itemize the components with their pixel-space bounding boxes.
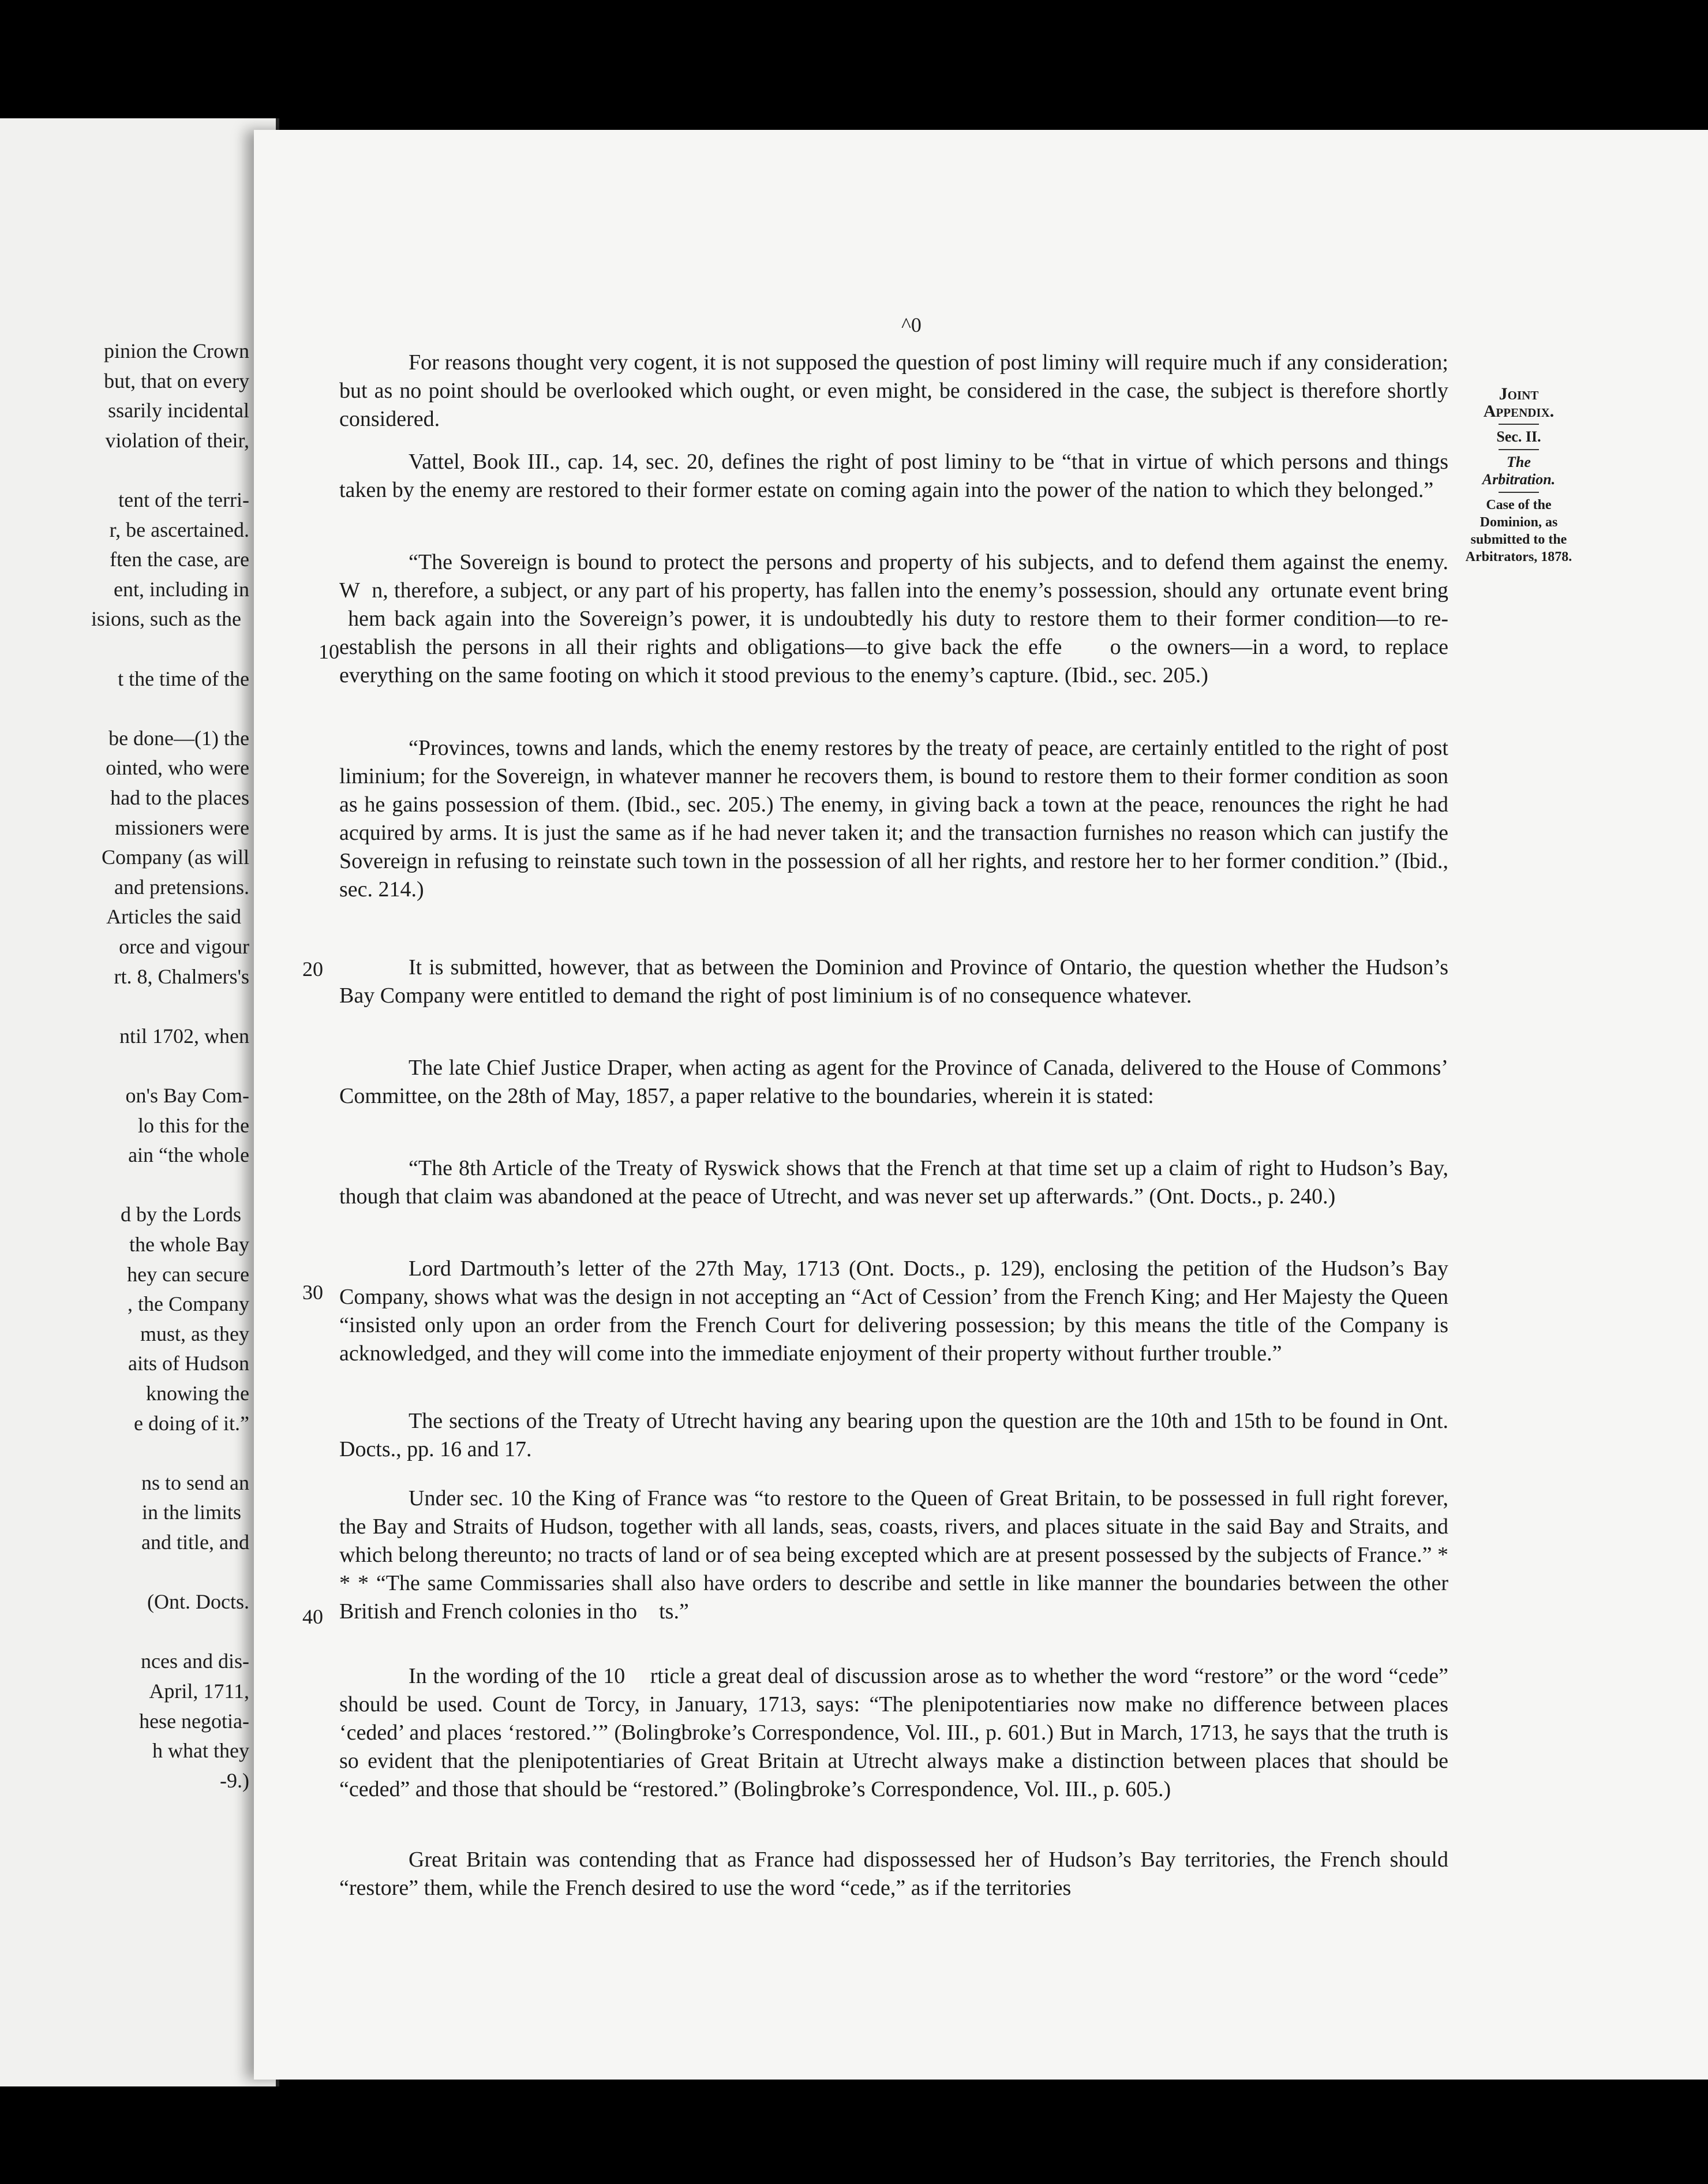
left-page-line-text: ntil 1702, when	[119, 1024, 249, 1048]
left-page-line-text: on's Bay Com-	[125, 1084, 249, 1107]
side-note	[1461, 386, 1576, 566]
paragraph: The sections of the Treaty of Utrecht having any bearing upon the question are the 10th and 15th to be found in Ont. Docts., pp. 16 and 17.	[339, 1409, 1448, 1461]
side-note-arbitration: Arbitration.	[1482, 471, 1556, 488]
paragraph: Under sec. 10 the King of France was “to restore to the Queen of Great Britain, to be possessed in full right forever, the Bay and Straits of Hudson, together with all lands, seas, coasts, rivers, and places situate in the said Bay and Straits, and which belong thereunto; no tracts of land or of sea being excepted which are at present possessed by the subjects of France.” * * * “The same Commissaries shall also have orders to describe and settle in like manner the boundaries between the other British and French colonies in tho ts.”	[339, 1486, 1448, 1624]
quote-paragraph: “The 8th Article of the Treaty of Ryswick shows that the French at that time set up a claim of right to Hudson’s Bay, though that claim was abandoned at the peace of Utrecht, and was never set up afterwards.” (Ont. Docts., p. 240.)	[339, 1156, 1448, 1209]
left-page-line-text: April, 1711,	[149, 1680, 249, 1703]
page-number: ^0	[901, 313, 922, 336]
line-number-40: 40	[302, 1605, 323, 1628]
left-page-line-text: rt. 8, Chalmers's	[114, 964, 249, 988]
side-note-rule	[1499, 492, 1539, 493]
left-page-line-text: missioners were	[115, 816, 249, 839]
left-page-line-text: ften the case, are	[110, 548, 249, 571]
left-page-line-text: aits of Hudson	[128, 1352, 249, 1375]
left-page-line-text: orce and vigour	[119, 935, 249, 958]
left-page-line-text: isions, such as the	[91, 607, 241, 631]
side-note-sec: Sec. II.	[1496, 428, 1541, 445]
left-page-line-text: Company (as will	[102, 846, 249, 869]
side-note-case: Case of the Dominion, as submitted to the Arbitrators, 1878.	[1465, 498, 1572, 564]
paragraph: In the wording of the 10 rticle a great deal of discussion arose as to whether the word “restore” or the word “cede” should be used. Count de Torcy, in January, 1713, says: “The plenipotentiaries now make no difference between places ‘ceded’ and places ‘restored.’” (Bolingbroke’s Correspondence, Vol. III., p. 601.) But in March, 1713, he says that the truth is so evident that the plenipotentiaries of Great Britain at Utrecht always make a distinction between places that should be “ceded” and those that should be “restored.” (Bolingbroke’s Correspondence, Vol. III., p. 605.)	[339, 1664, 1448, 1801]
left-page-line-text: and title, and	[141, 1531, 249, 1554]
line-number-10: 10	[319, 640, 339, 663]
left-page-line-text: the whole Bay	[129, 1233, 249, 1256]
left-page-line-text: ent, including in	[114, 577, 249, 601]
left-page-line-text: , the Company	[128, 1292, 249, 1316]
paragraph: Great Britain was contending that as France had dispossessed her of Hudson’s Bay territories, the French should “restore” them, while the French desired to use the word “cede,” as if the territories	[339, 1848, 1448, 1900]
left-page-line-text: and pretensions.	[114, 875, 249, 899]
side-note-the: The	[1507, 454, 1531, 470]
left-page-line-text: ns to send an	[141, 1471, 249, 1494]
left-page-line-text: d by the Lords	[121, 1203, 241, 1226]
side-note-appendix: Appendix.	[1483, 402, 1555, 421]
left-page-line-text: in the limits	[141, 1501, 241, 1524]
left-page-line-text: be done—(1) the	[108, 726, 249, 750]
paragraph: For reasons thought very cogent, it is not supposed the question of post liminy will require much if any consideration; but as no point should be overlooked which ought, or even might, be considered in the case, the subject is therefore shortly considered.	[339, 350, 1448, 431]
left-page-line-text: e doing of it.”	[134, 1411, 249, 1435]
left-page-line-text: ointed, who were	[106, 756, 249, 780]
left-page-line-text: but, that on every	[104, 369, 249, 392]
left-page-line-text: had to the places	[110, 786, 249, 809]
left-page-line-text: t the time of the	[118, 667, 249, 690]
left-page-line-text: lo this for the	[138, 1113, 249, 1137]
left-page-line-text: pinion the Crown	[104, 339, 249, 362]
quote-paragraph: “Provinces, towns and lands, which the enemy restores by the treaty of peace, are certainly entitled to the right of post liminium; for the Sovereign, in whatever manner he recovers them, is bound to restore them to their former condition as soon as he gains possession of them. (Ibid., sec. 205.) The enemy, in giving back a town at the peace, renounces the right he had acquired by arms. It is just the same as if he had never taken it; and the transaction furnishes no reason which can justify the Sovereign in refusing to reinstate such town in the possession of all her rights, and restore her to her former condition.” (Ibid., sec. 214.)	[339, 736, 1448, 902]
left-page-line-text: r, be ascertained.	[109, 518, 249, 541]
paragraph: It is submitted, however, that as between the Dominion and Province of Ontario, the question whether the Hudson’s Bay Company were entitled to demand the right of post liminium is of no consequence whatever.	[339, 955, 1448, 1008]
left-page-line-text: (Ont. Docts.	[147, 1590, 249, 1614]
left-page-line-text: tent of the terri-	[118, 488, 249, 511]
left-facing-page	[0, 118, 279, 2086]
left-page-line-text: must, as they	[140, 1322, 249, 1345]
left-page-line-text: nces and dis-	[141, 1650, 249, 1673]
left-page-line-text: ssarily incidental	[108, 399, 249, 422]
line-number-20: 20	[302, 958, 323, 981]
quote-paragraph: “The Sovereign is bound to protect the persons and property of his subjects, and to defend them against the enemy. W n, therefore, a subject, or any part of his property, has fallen into the enemy’s possession, should any ortunate event bring hem back again into the Sovereign’s power, it is undoubtedly his duty to restore them to their former condition—to re-establish the persons in all their rights and obligations—to give back the effe o the owners—in a word, to replace everything on the same footing on which it stood previous to the enemy’s capture. (Ibid., sec. 205.)	[339, 550, 1448, 687]
side-note-rule	[1499, 424, 1539, 425]
left-page-line-text: hese negotia-	[139, 1709, 249, 1733]
left-page-line-text: h what they	[152, 1739, 249, 1763]
paragraph: The late Chief Justice Draper, when acting as agent for the Province of Canada, delivered to the House of Commons’ Committee, on the 28th of May, 1857, a paper relative to the boundaries, wherein it is stated:	[339, 1056, 1448, 1108]
left-page-line-text: -9.)	[220, 1768, 249, 1792]
left-page-line-text: hey can secure	[127, 1262, 249, 1286]
paragraph: Vattel, Book III., cap. 14, sec. 20, defines the right of post liminy to be “that in virtue of which persons and things taken by the enemy are restored to their former estate on coming again into the power of the nation to which they belonged.”	[339, 450, 1448, 502]
side-note-rule	[1499, 449, 1539, 450]
line-number-30: 30	[302, 1281, 323, 1304]
paragraph: Lord Dartmouth’s letter of the 27th May, 1713 (Ont. Docts., p. 129), enclosing the petition of the Hudson’s Bay Company, shows what was the design in not accepting an “Act of Cession’ from the French King; and Her Majesty the Queen “insisted only upon an order from the French Court for delivering possession; by this means the title of the Company is acknowledged, and they will come into the immediate enjoyment of their property without further trouble.”	[339, 1256, 1448, 1366]
left-page-line-text: violation of their,	[105, 428, 249, 452]
left-page-line-text: Articles the said	[106, 905, 241, 929]
left-page-line-text: ain “the whole	[128, 1143, 249, 1167]
left-page-line-text: knowing the	[146, 1382, 249, 1405]
side-note-joint: Joint	[1499, 384, 1539, 403]
